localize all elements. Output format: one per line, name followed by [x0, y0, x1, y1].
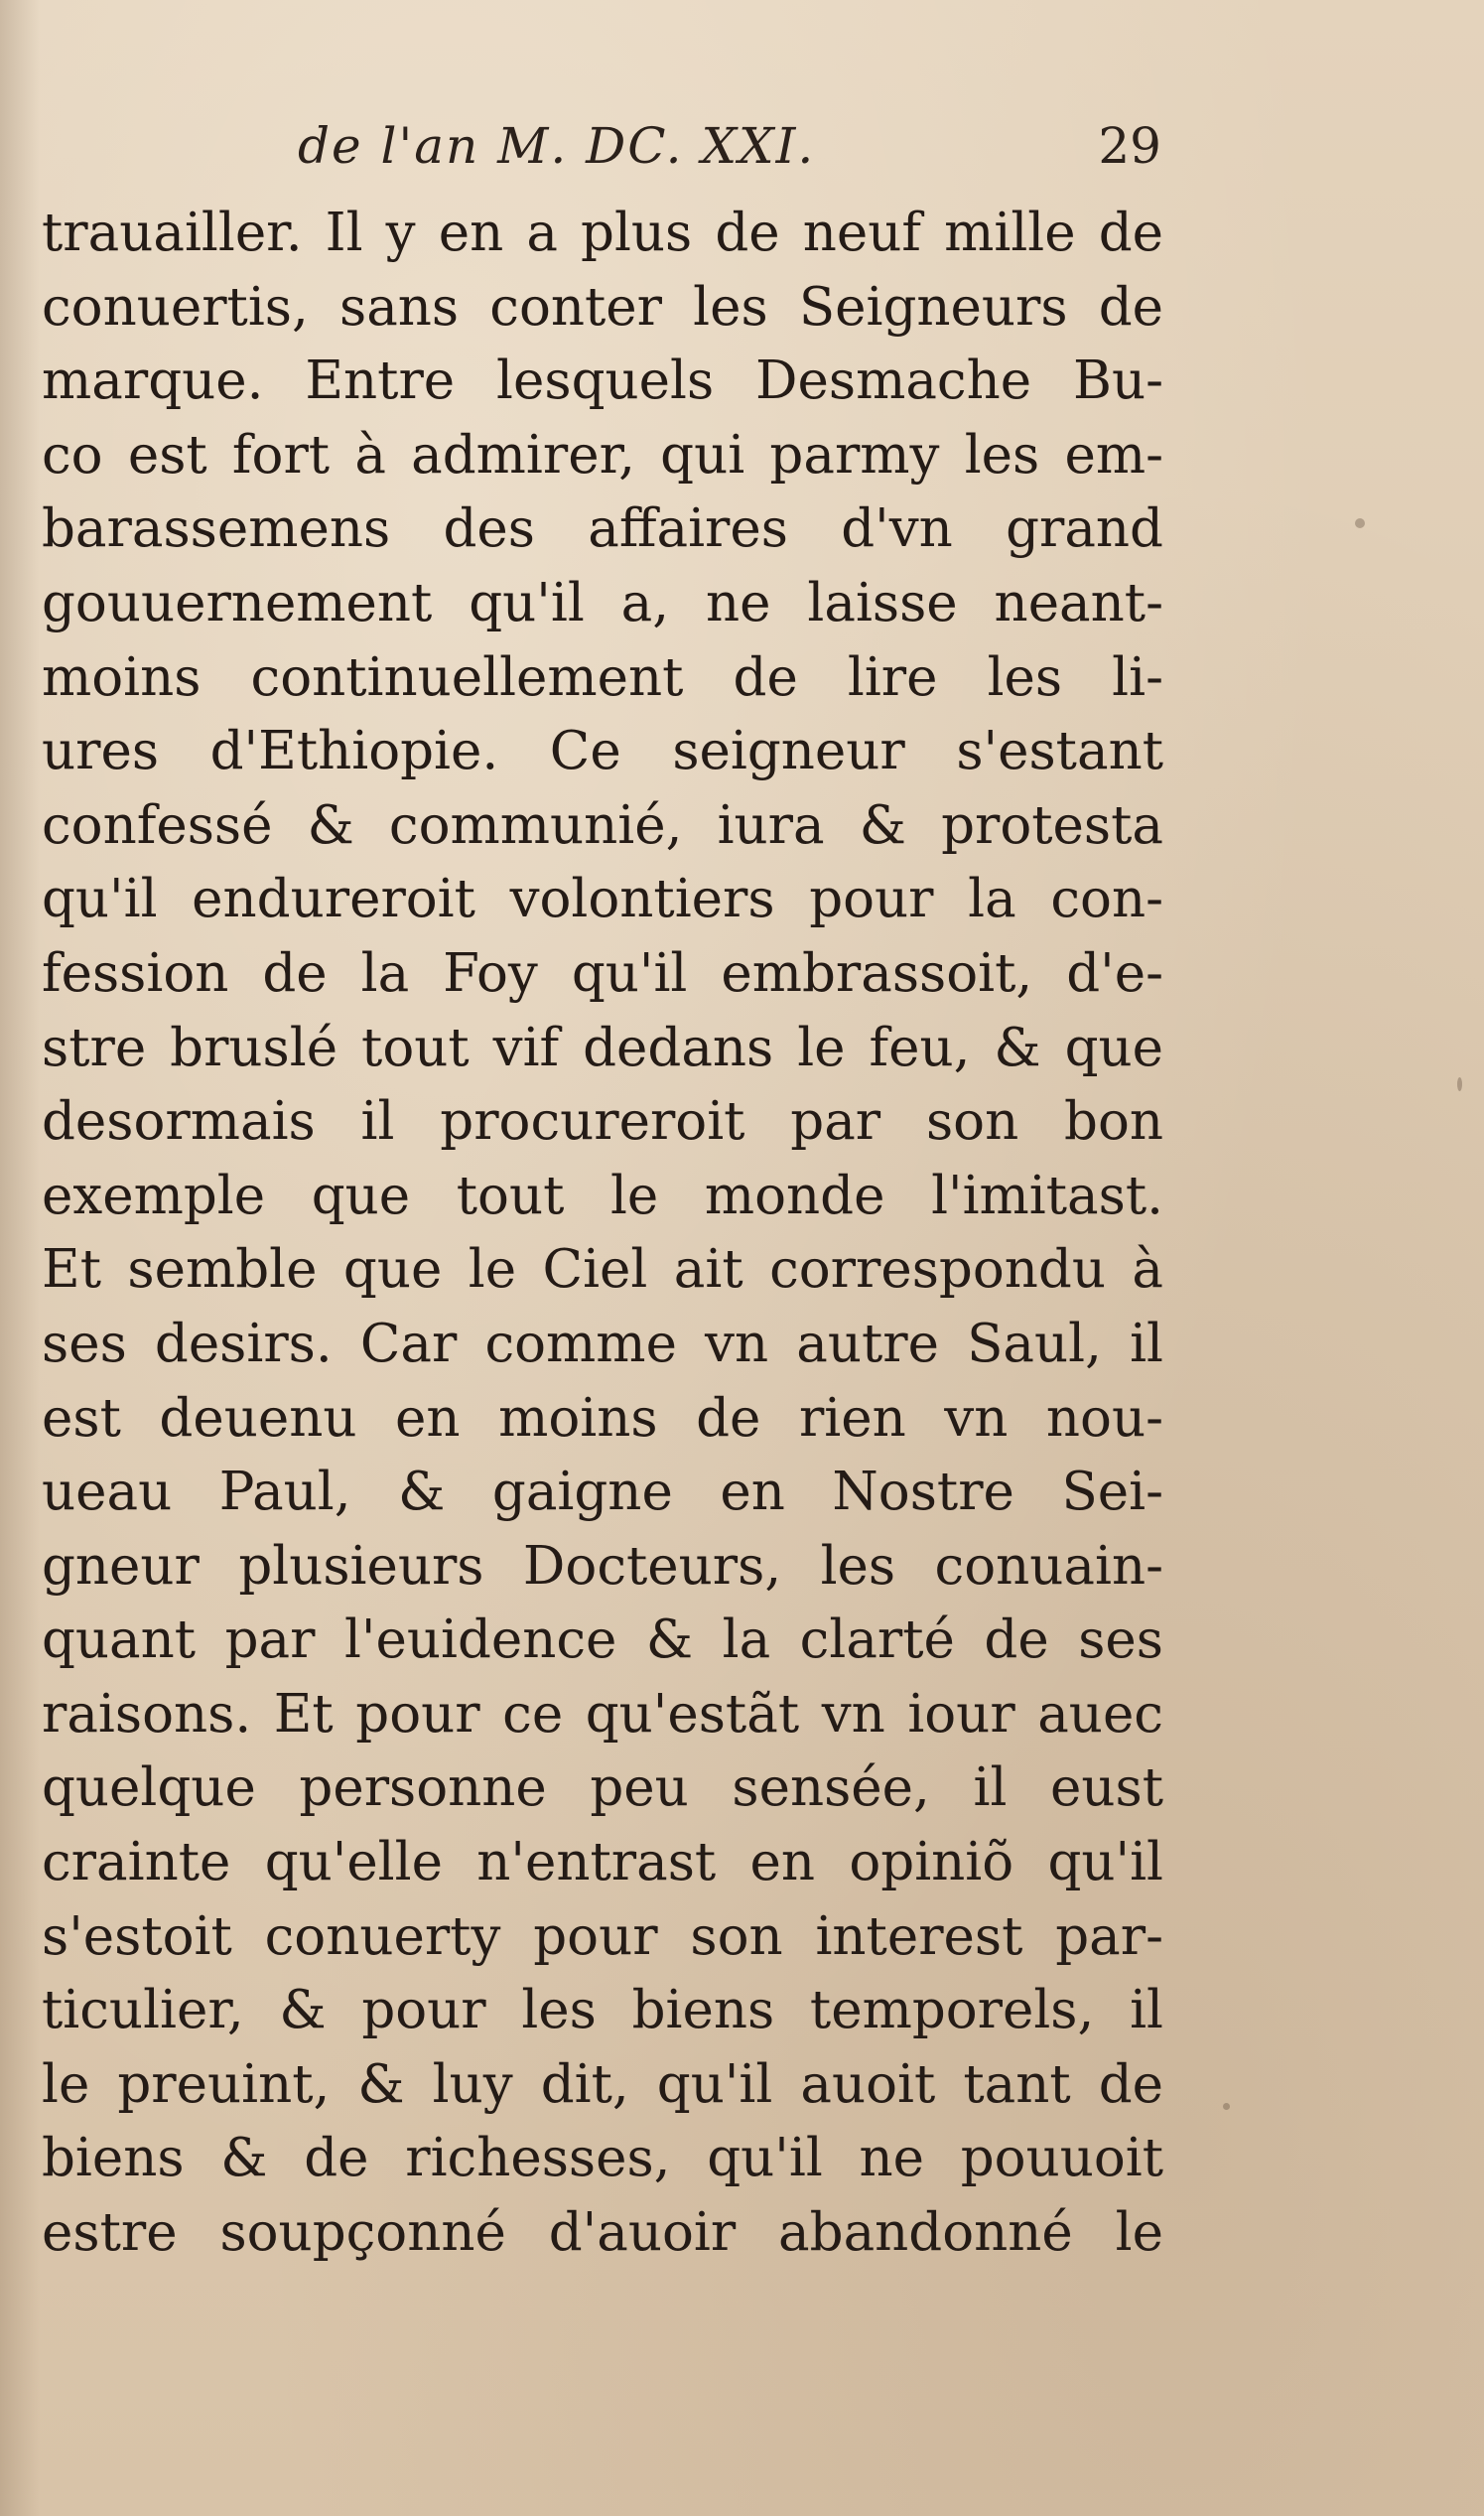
text-line: gouuernement qu'il a, ne laisse neant- [42, 572, 1163, 633]
text-line: ueau Paul, & gaigne en Nostre Sei- [42, 1462, 1163, 1523]
text-line: gneur plusieurs Docteurs, les conuain- [42, 1535, 1163, 1597]
paper-speck [1223, 2103, 1230, 2110]
text-line: confessé & communié, iura & protesta [42, 794, 1163, 856]
text-line: Et semble que le Ciel ait correspondu à [42, 1239, 1163, 1301]
text-line: fession de la Foy qu'il embrassoit, d'e- [42, 942, 1163, 1004]
text-line: barassemens des affaires d'vn grand [42, 498, 1163, 560]
text-line: est deuenu en moins de rien vn nou- [42, 1387, 1163, 1449]
text-line: s'estoit conuerty pour son interest par- [42, 1905, 1163, 1967]
running-head [298, 117, 1161, 187]
text-line: ticulier, & pour les biens temporels, il [42, 1980, 1163, 2041]
text-line: co est fort à admirer, qui parmy les em- [42, 424, 1163, 486]
paper-speck [1457, 1077, 1462, 1091]
text-line: qu'il endureroit volontiers pour la con- [42, 869, 1163, 930]
text-line: ses desirs. Car comme vn autre Saul, il [42, 1313, 1163, 1374]
text-line: marque. Entre lesquels Desmache Bu- [42, 350, 1163, 412]
text-line: conuertis, sans conter les Seigneurs de [42, 276, 1163, 338]
text-line: estre soupçonné d'auoir abandonné le [42, 2202, 1163, 2264]
text-line: ures d'Ethiopie. Ce seigneur s'estant [42, 721, 1163, 782]
text-line: exemple que tout le monde l'imitast. [42, 1165, 1163, 1226]
body-text [42, 197, 1163, 2271]
text-line: crainte qu'elle n'entrast en opiniõ qu'il [42, 1832, 1163, 1893]
text-line: raisons. Et pour ce qu'estãt vn iour auec [42, 1683, 1163, 1745]
page-number: 29 [1098, 117, 1161, 175]
text-line: biens & de richesses, qu'il ne pouuoit [42, 2128, 1163, 2189]
paper-speck [1355, 518, 1365, 528]
text-line: moins continuellement de lire les li- [42, 646, 1163, 708]
text-line: quelque personne peu sensée, il eust [42, 1757, 1163, 1819]
gutter-shadow [0, 0, 40, 2516]
running-title: de l'an M. DC. XXI. [298, 117, 816, 175]
text-line: stre bruslé tout vif dedans le feu, & que [42, 1017, 1163, 1078]
text-line: trauailler. Il y en a plus de neuf mille de [42, 203, 1163, 263]
text-line: desormais il procureroit par son bon [42, 1091, 1163, 1153]
text-line: quant par l'euidence & la clarté de ses [42, 1609, 1163, 1671]
text-line: le preuint, & luy dit, qu'il auoit tant de [42, 2053, 1163, 2115]
